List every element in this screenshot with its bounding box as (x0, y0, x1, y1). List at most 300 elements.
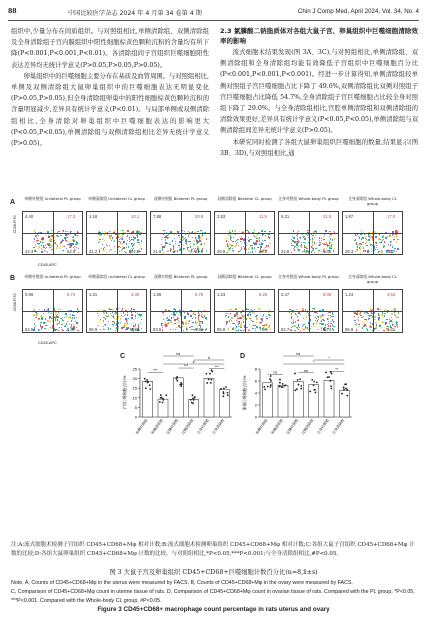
gate-line-v (373, 212, 374, 254)
flow-event-dot (124, 315, 125, 316)
flow-event-dot (306, 252, 307, 253)
flow-event-dot (37, 243, 38, 244)
flow-event-dot (162, 327, 163, 328)
flow-event-dot (123, 247, 124, 248)
flow-event-dot (194, 314, 195, 315)
flow-event-dot (300, 237, 301, 238)
flow-event-dot (396, 251, 397, 252)
flow-event-dot (66, 323, 67, 324)
data-point (225, 386, 227, 388)
flow-event-dot (56, 247, 57, 248)
data-point (316, 381, 318, 383)
data-point (192, 402, 194, 404)
quadrant-percent-lr: 60.0 (259, 249, 268, 254)
flow-group-label: 单侧清除组 Unilateral CL group (88, 196, 145, 201)
x-category-label: 单侧清除组 (150, 418, 164, 436)
flow-event-dot (325, 324, 326, 325)
flow-event-dot (171, 317, 172, 318)
flow-event-dot (356, 329, 357, 330)
data-point (279, 382, 281, 384)
flow-event-dot (36, 313, 37, 314)
flow-event-dot (35, 246, 36, 247)
flow-event-dot (61, 327, 62, 328)
quadrant-percent-ll: 85.8 (217, 327, 226, 332)
flow-event-dot (392, 321, 393, 322)
flow-event-dot (362, 322, 363, 323)
data-point (270, 384, 272, 386)
flow-event-dot (182, 326, 183, 327)
flow-event-dot (360, 315, 361, 316)
flow-event-dot (125, 252, 126, 253)
flow-event-dot (379, 325, 380, 326)
flow-event-dot (135, 324, 136, 325)
flow-event-dot (330, 321, 331, 322)
significance-label: * (328, 356, 330, 360)
flow-event-dot (397, 248, 398, 249)
y-tick-label: 20 (132, 376, 137, 382)
flow-event-dot (175, 329, 176, 330)
flow-event-dot (127, 230, 128, 231)
data-point (313, 384, 315, 386)
flow-event-dot (206, 318, 207, 319)
journal-title-cn: 中国比较医学杂志 2024 年 4 月第 34 卷第 4 期 (68, 10, 202, 17)
y-tick-label: 15 (132, 385, 137, 391)
flow-event-dot (237, 242, 238, 243)
flow-event-dot (62, 330, 63, 331)
flow-event-dot (49, 248, 50, 249)
flow-event-dot (165, 246, 166, 247)
flow-event-dot (173, 309, 174, 310)
flow-event-dot (114, 246, 115, 247)
flow-event-dot (165, 240, 166, 241)
chart-d-ovary (240, 352, 358, 465)
flow-event-dot (140, 316, 141, 317)
flow-event-dot (259, 243, 260, 244)
flow-event-dot (315, 320, 316, 321)
flow-event-dot (114, 240, 115, 241)
page-header (8, 5, 419, 21)
flow-event-dot (317, 316, 318, 317)
flow-event-dot (234, 230, 235, 231)
flow-event-dot (394, 236, 395, 237)
flow-event-dot (294, 247, 295, 248)
flow-event-dot (393, 240, 394, 241)
data-point (160, 394, 162, 396)
y-axis-title: 子宫巨噬细胞占比/% (123, 375, 127, 411)
bar (189, 399, 199, 417)
flow-event-dot (396, 241, 397, 242)
flow-event-dot (74, 246, 75, 247)
data-point (264, 388, 266, 390)
flow-plot (342, 211, 403, 255)
flow-event-dot (127, 314, 128, 315)
data-point (206, 373, 208, 375)
flow-event-dot (134, 237, 135, 238)
flow-event-dot (319, 237, 320, 238)
flow-event-dot (73, 240, 74, 241)
flow-event-dot (312, 250, 313, 251)
flow-event-dot (55, 314, 56, 315)
flow-event-dot (177, 322, 178, 323)
flow-event-dot (321, 328, 322, 329)
flow-event-dot (165, 242, 166, 243)
flow-event-dot (186, 241, 187, 242)
flow-event-dot (392, 246, 393, 247)
flow-event-dot (263, 314, 264, 315)
flow-event-dot (118, 308, 119, 309)
data-point (270, 380, 272, 382)
flow-event-dot (141, 243, 142, 244)
flow-event-dot (252, 325, 253, 326)
flow-event-dot (161, 244, 162, 245)
quadrant-percent-ul: 1.97 (345, 214, 354, 219)
bar (143, 381, 153, 417)
flow-event-dot (55, 329, 56, 330)
data-point (270, 375, 272, 377)
flow-event-dot (195, 321, 196, 322)
data-point (210, 382, 212, 384)
flow-event-dot (267, 319, 268, 320)
flow-event-dot (327, 245, 328, 246)
flow-event-dot (294, 249, 295, 250)
flow-event-dot (253, 325, 254, 326)
flow-event-dot (296, 244, 297, 245)
flow-row-b (13, 274, 412, 337)
data-point (331, 373, 333, 375)
flow-event-dot (321, 324, 322, 325)
y-tick-label: 0 (254, 414, 257, 420)
flow-event-dot (173, 245, 174, 246)
flow-event-dot (379, 315, 380, 316)
flow-event-dot (379, 239, 380, 240)
quadrant-percent-ur: 5.25 (259, 292, 268, 297)
flow-event-dot (126, 324, 127, 325)
flow-event-dot (41, 251, 42, 252)
flow-event-dot (104, 231, 105, 232)
flow-event-dot (106, 252, 107, 253)
flow-event-dot (383, 330, 384, 331)
flow-event-dot (111, 240, 112, 241)
flow-event-dot (63, 230, 64, 231)
data-point (346, 395, 348, 397)
data-point (341, 393, 343, 395)
flow-event-dot (329, 236, 330, 237)
flow-event-dot (300, 314, 301, 315)
flow-event-dot (298, 231, 299, 232)
flow-event-dot (294, 330, 295, 331)
flow-event-dot (362, 327, 363, 328)
flow-event-dot (265, 235, 266, 236)
flow-event-dot (59, 330, 60, 331)
x-category-label: 双侧对照组 (165, 418, 180, 436)
flow-event-dot (318, 245, 319, 246)
data-point (180, 382, 182, 384)
flow-event-dot (57, 314, 58, 315)
flow-event-dot (162, 325, 163, 326)
flow-plot (86, 211, 147, 255)
flow-event-dot (73, 324, 74, 325)
data-point (331, 387, 333, 389)
flow-event-dot (365, 319, 366, 320)
flow-event-dot (126, 327, 127, 328)
flow-event-dot (192, 237, 193, 238)
flow-event-dot (41, 328, 42, 329)
right-paragraph-1: 流式细胞术结果发现(图 3A、3C),与对照组相比,单侧清除组、双侧清除组和全身清除组均能有效降低子宫组织中巨噬细胞百分比(P<0.001,P<0.001,P<0.001)。经进一步计算得知,单侧清除组较单侧对照组子宫巨噬细胞占比下降了 49.6%,双侧清除组比双侧对照组子宫巨噬细胞占比降低 54.7%,全身清除组子宫巨噬细胞占比较全身对照组下降了 29.0%。与全身清除组相比,宫腔单侧清除组和双侧清除组的清除效果更好,差异具有统计学意义(P<0.05,P<0.05),单侧清除组与双侧清除组间差异无统计学意义(P>0.05)。 (220, 49, 418, 135)
quadrant-percent-ul: 0.89 (25, 292, 34, 297)
flow-event-dot (99, 239, 100, 240)
flow-event-dot (231, 320, 232, 321)
flow-event-dot (240, 327, 241, 328)
flow-event-dot (254, 313, 255, 314)
flow-event-dot (255, 328, 256, 329)
flow-event-dot (260, 246, 261, 247)
flow-event-dot (42, 326, 43, 327)
flow-event-dot (384, 315, 385, 316)
data-point (222, 395, 224, 397)
flow-event-dot (228, 328, 229, 329)
flow-event-dot (111, 249, 112, 250)
flow-event-dot (228, 316, 229, 317)
flow-event-dot (114, 318, 115, 319)
flow-event-dot (262, 319, 263, 320)
flow-event-dot (298, 329, 299, 330)
flow-event-dot (123, 241, 124, 242)
flow-event-dot (261, 242, 262, 243)
quadrant-percent-ur: 20.8 (195, 214, 204, 219)
flow-event-dot (118, 326, 119, 327)
flow-event-dot (192, 318, 193, 319)
gate-line-v (53, 212, 54, 254)
flow-event-dot (269, 243, 270, 244)
flow-event-dot (50, 247, 51, 248)
flow-event-dot (184, 231, 185, 232)
flow-event-dot (229, 320, 230, 321)
flow-event-dot (110, 231, 111, 232)
gate-line-v (309, 290, 310, 332)
quadrant-percent-ur: 4.53 (387, 292, 396, 297)
flow-group-label: 双侧对照组 Bilateral PL group (153, 274, 208, 279)
flow-event-dot (121, 250, 122, 251)
quadrant-percent-lr: 7.69 (259, 327, 268, 332)
flow-event-dot (359, 247, 360, 248)
flow-event-dot (49, 239, 50, 240)
flow-event-dot (133, 244, 134, 245)
flow-event-dot (238, 321, 239, 322)
flow-event-dot (190, 252, 191, 253)
flow-event-dot (354, 240, 355, 241)
flow-event-dot (263, 241, 264, 242)
flow-event-dot (377, 245, 378, 246)
flow-event-dot (238, 326, 239, 327)
flow-event-dot (312, 238, 313, 239)
flow-event-dot (196, 237, 197, 238)
flow-event-dot (65, 238, 66, 239)
data-point (269, 378, 271, 380)
x-category-label: 全身对照组 (316, 418, 330, 436)
data-point (145, 387, 147, 389)
flow-event-dot (255, 243, 256, 244)
data-point (284, 385, 286, 387)
flow-event-dot (377, 330, 378, 331)
flow-event-dot (248, 237, 249, 238)
flow-event-dot (118, 236, 119, 237)
bar (204, 378, 214, 417)
data-point (223, 393, 225, 395)
flow-event-dot (172, 329, 173, 330)
flow-event-dot (59, 247, 60, 248)
quadrant-percent-ul: 1.23 (217, 292, 226, 297)
flow-event-dot (43, 238, 44, 239)
flow-event-dot (305, 323, 306, 324)
flow-event-dot (135, 318, 136, 319)
flow-event-dot (357, 246, 358, 247)
flow-event-dot (197, 325, 198, 326)
flow-event-dot (34, 241, 35, 242)
y-tick-label: 0 (134, 414, 137, 420)
flow-event-dot (292, 240, 293, 241)
flow-event-dot (240, 324, 241, 325)
flow-event-dot (163, 313, 164, 314)
data-point (227, 394, 229, 396)
flow-event-dot (377, 249, 378, 250)
flow-event-dot (255, 251, 256, 252)
flow-event-dot (317, 329, 318, 330)
flow-event-dot (108, 315, 109, 316)
quadrant-percent-ur: 5.76 (195, 292, 204, 297)
data-point (176, 380, 178, 382)
flow-event-dot (398, 317, 399, 318)
flow-event-dot (298, 246, 299, 247)
quadrant-percent-ul: 1.89 (153, 292, 162, 297)
quadrant-percent-ll: 21.6 (153, 249, 162, 254)
flow-event-dot (240, 250, 241, 251)
flow-event-dot (319, 244, 320, 245)
flow-event-dot (367, 329, 368, 330)
flow-event-dot (314, 244, 315, 245)
flow-event-dot (139, 251, 140, 252)
quadrant-percent-ur: 10.1 (131, 214, 140, 219)
significance-label: ns (176, 352, 181, 356)
flow-event-dot (43, 313, 44, 314)
flow-row-a (13, 196, 412, 259)
right-paragraph-2: 本研究同时检测了各组大鼠卵巢组织巨噬细胞的数量,结果显示(图 3B、3D),与对照组相比,通 (220, 138, 418, 157)
flow-event-dot (232, 317, 233, 318)
flow-event-dot (226, 238, 227, 239)
y-axis-title: 卵巢巨噬细胞占比/% (243, 375, 247, 411)
flow-event-dot (299, 241, 300, 242)
flow-event-dot (358, 317, 359, 318)
data-point (263, 386, 265, 388)
flow-event-dot (34, 323, 35, 324)
flow-event-dot (246, 243, 247, 244)
data-point (309, 391, 311, 393)
flow-event-dot (126, 247, 127, 248)
significance-label: *** (153, 368, 158, 373)
flow-event-dot (104, 240, 105, 241)
flow-event-dot (228, 234, 229, 235)
flow-event-dot (117, 322, 118, 323)
flow-event-dot (50, 244, 51, 245)
flow-plot (214, 289, 275, 333)
significance-label: *** (214, 364, 219, 369)
flow-event-dot (310, 319, 311, 320)
flow-event-dot (174, 234, 175, 235)
flow-event-dot (376, 326, 377, 327)
flow-event-dot (36, 315, 37, 316)
quadrant-percent-ul: 4.40 (25, 214, 34, 219)
quadrant-percent-ur: 6.06 (323, 292, 332, 297)
flow-event-dot (141, 314, 142, 315)
flow-event-dot (319, 250, 320, 251)
flow-event-dot (70, 241, 71, 242)
flow-event-dot (333, 326, 334, 327)
flow-event-dot (317, 320, 318, 321)
flow-event-dot (334, 248, 335, 249)
flow-event-dot (190, 315, 191, 316)
data-point (145, 381, 147, 383)
flow-plot (86, 289, 147, 333)
data-point (179, 384, 181, 386)
flow-event-dot (295, 321, 296, 322)
flow-event-dot (360, 234, 361, 235)
flow-event-dot (398, 313, 399, 314)
flow-event-dot (161, 239, 162, 240)
flow-event-dot (374, 319, 375, 320)
flow-event-dot (141, 249, 142, 250)
flow-event-dot (98, 322, 99, 323)
data-point (147, 382, 149, 384)
flow-event-dot (138, 317, 139, 318)
flow-event-dot (103, 312, 104, 313)
flow-event-dot (390, 244, 391, 245)
gate-line-v (117, 212, 118, 254)
quadrant-percent-ll: 84.5 (25, 327, 34, 332)
flow-event-dot (163, 319, 164, 320)
data-point (314, 389, 316, 391)
data-point (227, 392, 229, 394)
flow-event-dot (300, 330, 301, 331)
flow-event-dot (378, 251, 379, 252)
data-point (327, 376, 329, 378)
data-point (282, 386, 284, 388)
flow-event-dot (45, 322, 46, 323)
flow-event-dot (173, 317, 174, 318)
flow-event-dot (132, 245, 133, 246)
quadrant-percent-ll: 28.3 (345, 249, 354, 254)
flow-event-dot (76, 327, 77, 328)
flow-event-dot (304, 238, 305, 239)
flow-event-dot (233, 237, 234, 238)
flow-event-dot (269, 237, 270, 238)
flow-event-dot (194, 240, 195, 241)
flow-event-dot (262, 316, 263, 317)
flow-event-dot (48, 329, 49, 330)
flow-event-dot (131, 318, 132, 319)
flow-event-dot (358, 320, 359, 321)
flow-event-dot (137, 240, 138, 241)
flow-event-dot (376, 247, 377, 248)
flow-event-dot (43, 242, 44, 243)
flow-event-dot (190, 246, 191, 247)
significance-label: # (192, 360, 195, 364)
flow-event-dot (293, 230, 294, 231)
flow-event-dot (106, 316, 107, 317)
flow-event-dot (38, 248, 39, 249)
flow-event-dot (178, 320, 179, 321)
flow-event-dot (45, 248, 46, 249)
flow-event-dot (134, 243, 135, 244)
flow-event-dot (236, 320, 237, 321)
